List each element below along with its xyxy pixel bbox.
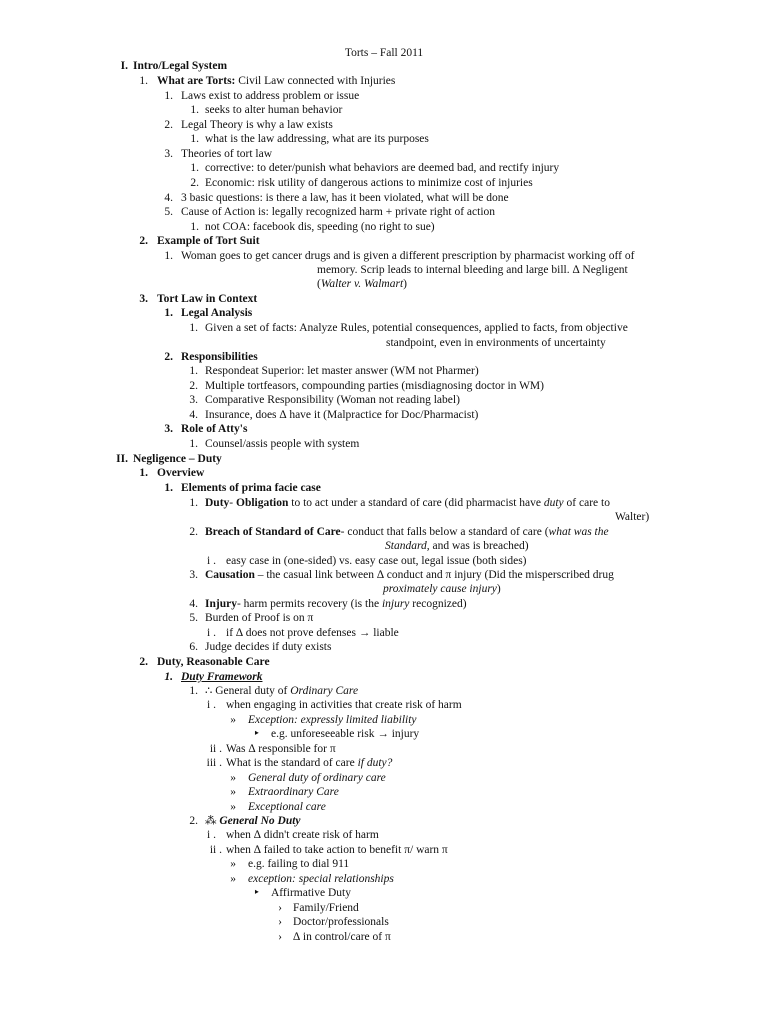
item-bold: What are Torts: <box>157 75 236 87</box>
list-item: Cause of Action is: legally recognized harm + private right of action <box>181 206 496 218</box>
list-marker: ‣ <box>253 728 260 740</box>
section-heading: Intro/Legal System <box>133 60 228 72</box>
list-marker: » <box>230 786 236 798</box>
section-heading: Negligence – Duty <box>133 453 222 465</box>
list-item-continuation: Standard, and was is breached) <box>385 540 529 552</box>
list-marker: » <box>230 873 236 885</box>
list-marker: 2. <box>139 235 148 247</box>
list-marker: 1. <box>164 482 173 494</box>
list-marker: 3. <box>189 394 198 406</box>
list-item: Doctor/professionals <box>293 916 389 928</box>
list-item: General duty of ordinary care <box>248 772 386 784</box>
list-item: Was ∆ responsible for π <box>226 743 336 755</box>
list-item: Economic: risk utility of dangerous actions to minimize cost of injuries <box>205 177 533 189</box>
list-item: when ∆ failed to take action to benefit π/ warn π <box>226 844 448 856</box>
list-marker: 1. <box>189 497 198 509</box>
list-item: Burden of Proof is on π <box>205 612 314 624</box>
list-item: what is the law addressing, what are its purposes <box>205 133 429 145</box>
section-marker: I. <box>120 60 128 72</box>
list-item: Given a set of facts: Analyze Rules, potential consequences, applied to facts, from objective <box>205 322 628 334</box>
list-marker: i . <box>207 627 216 639</box>
list-item: Family/Friend <box>293 902 359 914</box>
list-marker: 1. <box>190 133 199 145</box>
list-marker: › <box>278 916 282 928</box>
list-marker: 1. <box>164 307 173 319</box>
list-item: Woman goes to get cancer drugs and is given a different prescription by pharmacist working off of <box>181 250 635 262</box>
list-marker: 1. <box>189 685 198 697</box>
list-marker: 1. <box>164 671 173 683</box>
list-marker: » <box>230 801 236 813</box>
list-marker: 2. <box>189 380 198 392</box>
list-item: e.g. unforeseeable risk → injury <box>271 728 420 740</box>
list-item: Extraordinary Care <box>248 786 339 798</box>
list-marker: 1. <box>190 221 199 233</box>
list-item: Legal Theory is why a law exists <box>181 119 333 131</box>
list-item: What is the standard of care if duty? <box>226 757 393 769</box>
list-item-continuation: memory. Scrip leads to internal bleeding and large bill. ∆ Negligent <box>317 264 628 276</box>
list-item: ∆ in control/care of π <box>293 931 391 943</box>
list-item-continuation: proximately cause injury) <box>383 583 501 595</box>
list-marker: 2. <box>189 815 198 827</box>
list-marker: 5. <box>164 206 173 218</box>
subsection-heading: Overview <box>157 467 205 479</box>
list-marker: 4. <box>189 409 198 421</box>
page-title: Torts – Fall 2011 <box>344 47 424 59</box>
list-item: ⁂ General No Duty <box>205 815 301 827</box>
list-marker: 5. <box>189 612 198 624</box>
list-item: Counsel/assis people with system <box>205 438 360 450</box>
list-item: Exceptional care <box>248 801 326 813</box>
subsection-heading: Duty Framework <box>181 671 263 683</box>
list-marker: i . <box>207 555 216 567</box>
list-marker: i . <box>207 829 216 841</box>
list-marker: ii . <box>209 844 222 856</box>
case-citation: (Walter v. Walmart) <box>317 278 408 290</box>
list-item: Affirmative Duty <box>271 887 351 899</box>
list-marker: 2. <box>189 526 198 538</box>
list-marker: ii . <box>209 743 222 755</box>
list-item: Judge decides if duty exists <box>205 641 332 653</box>
list-marker: 1. <box>164 90 173 102</box>
list-marker: 4. <box>189 598 198 610</box>
list-marker: 1. <box>164 250 173 262</box>
list-marker: 1. <box>139 75 148 87</box>
list-item: easy case in (one-sided) vs. easy case out, legal issue (both sides) <box>226 555 527 567</box>
subsection-heading: Example of Tort Suit <box>157 235 260 247</box>
subsection-heading: Elements of prima facie case <box>181 482 321 494</box>
element-causation: Causation – the casual link between ∆ conduct and π injury (Did the misperscribed drug <box>205 569 614 581</box>
element-breach: Breach of Standard of Care- conduct that falls below a standard of care (what was the <box>205 526 609 538</box>
list-marker: 1. <box>189 365 198 377</box>
list-marker: » <box>230 714 236 726</box>
list-marker: 1. <box>190 104 199 116</box>
list-item: seeks to alter human behavior <box>205 104 343 116</box>
list-marker: › <box>278 902 282 914</box>
list-item: exception: special relationships <box>248 873 394 885</box>
list-marker: 2. <box>164 119 173 131</box>
list-marker: 3. <box>164 423 173 435</box>
list-marker: 1. <box>190 162 199 174</box>
list-marker: 3. <box>189 569 198 581</box>
list-item: when engaging in activities that create risk of harm <box>226 699 462 711</box>
list-marker: 3. <box>164 148 173 160</box>
list-marker: 1. <box>139 467 148 479</box>
asterism-icon: ⁂ <box>205 815 217 827</box>
list-item-continuation: standpoint, even in environments of uncertainty <box>386 337 606 349</box>
list-item: Respondeat Superior: let master answer (WM not Pharmer) <box>205 365 479 377</box>
list-marker: 1. <box>189 322 198 334</box>
element-injury: Injury- harm permits recovery (is the injury recognized) <box>205 598 467 610</box>
subsection-heading: Tort Law in Context <box>157 293 258 305</box>
list-item: ∴ General duty of Ordinary Care <box>205 685 359 697</box>
list-item: Insurance, does ∆ have it (Malpractice for Doc/Pharmacist) <box>205 409 479 421</box>
list-marker: 1. <box>189 438 198 450</box>
list-marker: » <box>230 858 236 870</box>
section-marker: II. <box>116 453 128 465</box>
list-marker: ‣ <box>253 887 260 899</box>
list-item: Exception: expressly limited liability <box>248 714 417 726</box>
subsection-heading: Duty, Reasonable Care <box>157 656 270 668</box>
list-item: Comparative Responsibility (Woman not reading label) <box>205 394 460 406</box>
list-marker: » <box>230 772 236 784</box>
subsection-heading: Responsibilities <box>181 351 258 363</box>
item-text: Civil Law connected with Injuries <box>235 75 396 87</box>
list-marker: 4. <box>164 192 173 204</box>
list-item: if ∆ does not prove defenses → liable <box>226 627 399 639</box>
list-marker: 3. <box>139 293 148 305</box>
list-item: when ∆ didn't create risk of harm <box>226 829 379 841</box>
list-item: e.g. failing to dial 911 <box>248 858 350 870</box>
list-item: Multiple tortfeasors, compounding parties (misdiagnosing doctor in WM) <box>205 380 544 392</box>
element-duty: Duty- Obligation to to act under a standard of care (did pharmacist have duty of care to <box>205 497 610 509</box>
list-marker: › <box>278 931 282 943</box>
list-item-continuation: Walter) <box>615 511 650 523</box>
subsection-heading: Legal Analysis <box>181 307 253 319</box>
list-marker: iii . <box>206 757 222 769</box>
list-item: corrective: to deter/punish what behaviors are deemed bad, and rectify injury <box>205 162 560 174</box>
list-item: Laws exist to address problem or issue <box>181 90 360 102</box>
list-item: 3 basic questions: is there a law, has it been violated, what will be done <box>181 192 509 204</box>
list-item: not COA: facebook dis, speeding (no right to sue) <box>205 221 435 233</box>
outline-item <box>157 74 395 88</box>
list-marker: 2. <box>139 656 148 668</box>
list-marker: 2. <box>164 351 173 363</box>
list-marker: 6. <box>189 641 198 653</box>
list-item: Theories of tort law <box>181 148 273 160</box>
list-marker: i . <box>207 699 216 711</box>
subsection-heading: Role of Atty's <box>181 423 248 435</box>
list-marker: 2. <box>190 177 199 189</box>
